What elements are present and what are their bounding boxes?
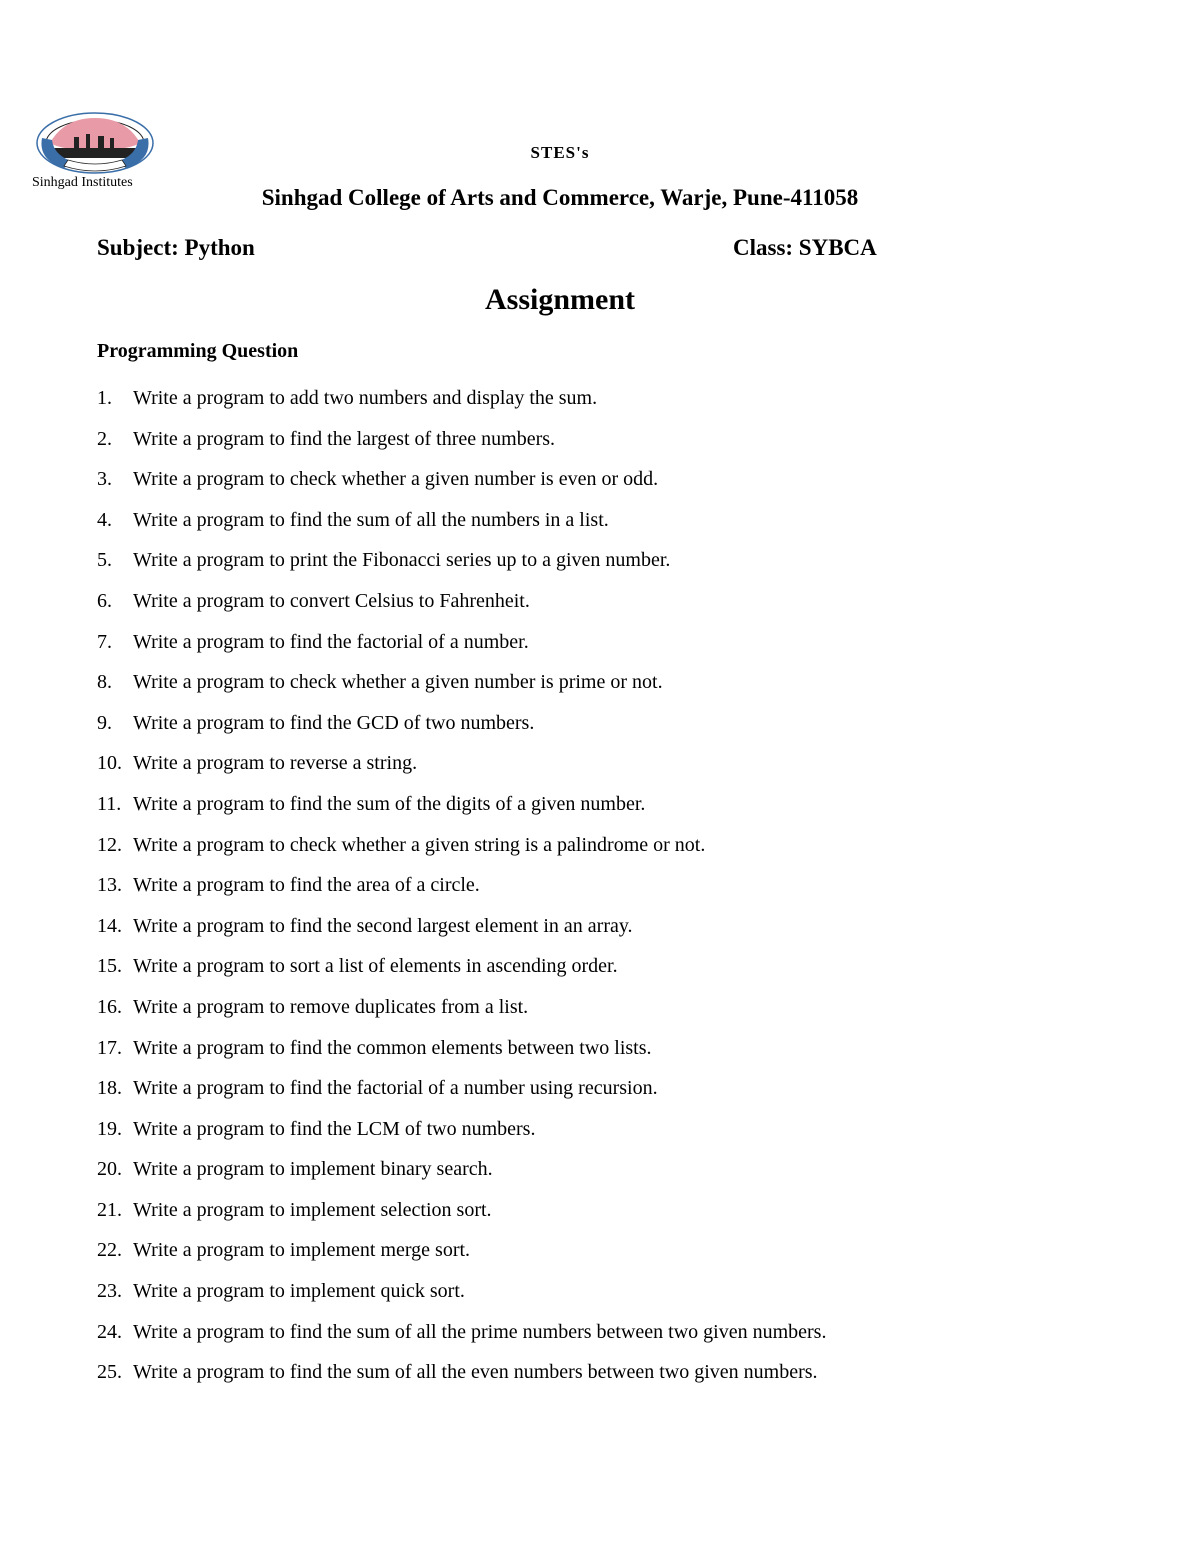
- question-text: Write a program to find the factorial of a number.: [133, 630, 529, 653]
- list-item: [97, 384, 1147, 425]
- question-text: Write a program to find the sum of all the prime numbers between two given numbers.: [133, 1320, 827, 1343]
- question-number: 20.: [97, 1158, 122, 1181]
- logo-caption: Sinhgad Institutes: [32, 175, 133, 190]
- list-item: [97, 790, 1147, 831]
- question-number: 12.: [97, 833, 122, 856]
- question-number: 9.: [97, 711, 112, 734]
- question-text: Write a program to find the factorial of a number using recursion.: [133, 1077, 658, 1100]
- question-number: 11.: [97, 792, 122, 815]
- question-text: Write a program to reverse a string.: [133, 752, 418, 775]
- list-item: [97, 1196, 1147, 1237]
- question-number: 5.: [97, 549, 112, 572]
- question-number: 14.: [97, 914, 122, 937]
- list-item: [97, 1155, 1147, 1196]
- society-name: STES's: [530, 143, 590, 162]
- question-number: 10.: [97, 752, 122, 775]
- question-number: 18.: [97, 1077, 122, 1100]
- list-item: [97, 749, 1147, 790]
- question-number: 15.: [97, 955, 122, 978]
- question-number: 16.: [97, 995, 122, 1018]
- list-item: [97, 912, 1147, 953]
- list-item: [97, 465, 1147, 506]
- subject-label: Subject: Python: [97, 235, 255, 260]
- question-number: 6.: [97, 589, 112, 612]
- question-text: Write a program to check whether a given number is even or odd.: [133, 468, 659, 491]
- question-number: 2.: [97, 427, 112, 450]
- question-number: 8.: [97, 671, 112, 694]
- question-text: Write a program to find the sum of the digits of a given number.: [133, 792, 646, 815]
- question-number: 25.: [97, 1361, 122, 1384]
- question-text: Write a program to print the Fibonacci series up to a given number.: [133, 549, 671, 572]
- question-text: Write a program to find the GCD of two numbers.: [133, 711, 535, 734]
- list-item: [97, 709, 1147, 750]
- question-text: Write a program to add two numbers and display the sum.: [133, 387, 598, 409]
- question-text: Write a program to find the common elements between two lists.: [133, 1036, 652, 1059]
- question-text: Write a program to find the LCM of two numbers.: [133, 1117, 536, 1140]
- question-number: 7.: [97, 630, 112, 653]
- question-text: Write a program to sort a list of elements in ascending order.: [133, 955, 618, 978]
- question-number: 4.: [97, 508, 112, 531]
- list-item: [97, 1236, 1147, 1277]
- question-number: 17.: [97, 1036, 122, 1059]
- list-item: [97, 425, 1147, 466]
- list-item: [97, 587, 1147, 628]
- list-item: [97, 831, 1147, 872]
- question-list: [97, 384, 1147, 1399]
- question-text: Write a program to check whether a given string is a palindrome or not.: [133, 833, 706, 856]
- list-item: [97, 993, 1147, 1034]
- class-label: Class: SYBCA: [733, 235, 877, 260]
- question-text: Write a program to find the sum of all the even numbers between two given numbers.: [133, 1361, 818, 1384]
- question-text: Write a program to find the area of a circle.: [133, 874, 480, 897]
- list-item: [97, 628, 1147, 669]
- question-number: 22.: [97, 1239, 122, 1262]
- college-name: Sinhgad College of Arts and Commerce, Warje, Pune-411058: [261, 185, 859, 210]
- question-number: 24.: [97, 1320, 122, 1343]
- list-item: [97, 506, 1147, 547]
- page-title: Assignment: [484, 283, 635, 316]
- list-item: [97, 1277, 1147, 1318]
- list-item: [97, 1115, 1147, 1156]
- question-text: Write a program to implement quick sort.: [133, 1280, 465, 1303]
- question-number: 19.: [97, 1117, 122, 1140]
- question-number: 21.: [97, 1198, 122, 1221]
- question-text: Write a program to check whether a given number is prime or not.: [133, 671, 663, 694]
- list-item: [97, 1358, 1147, 1399]
- section-heading: Programming Question: [97, 340, 299, 362]
- question-text: Write a program to find the second largest element in an array.: [133, 914, 633, 937]
- list-item: [97, 1318, 1147, 1359]
- question-text: Write a program to implement merge sort.: [133, 1239, 471, 1262]
- question-text: Write a program to convert Celsius to Fahrenheit.: [133, 589, 530, 612]
- question-number: 23.: [97, 1280, 122, 1303]
- list-item: [97, 546, 1147, 587]
- question-text: Write a program to find the largest of three numbers.: [133, 427, 556, 450]
- list-item: [97, 871, 1147, 912]
- question-text: Write a program to remove duplicates from a list.: [133, 995, 529, 1018]
- question-text: Write a program to implement selection sort.: [133, 1198, 492, 1221]
- question-text: Write a program to find the sum of all the numbers in a list.: [133, 508, 609, 531]
- question-number: 1.: [97, 387, 112, 409]
- question-text: Write a program to implement binary search.: [133, 1158, 493, 1181]
- list-item: [97, 668, 1147, 709]
- list-item: [97, 952, 1147, 993]
- list-item: [97, 1074, 1147, 1115]
- question-number: 3.: [97, 468, 112, 491]
- list-item: [97, 1034, 1147, 1075]
- question-number: 13.: [97, 874, 122, 897]
